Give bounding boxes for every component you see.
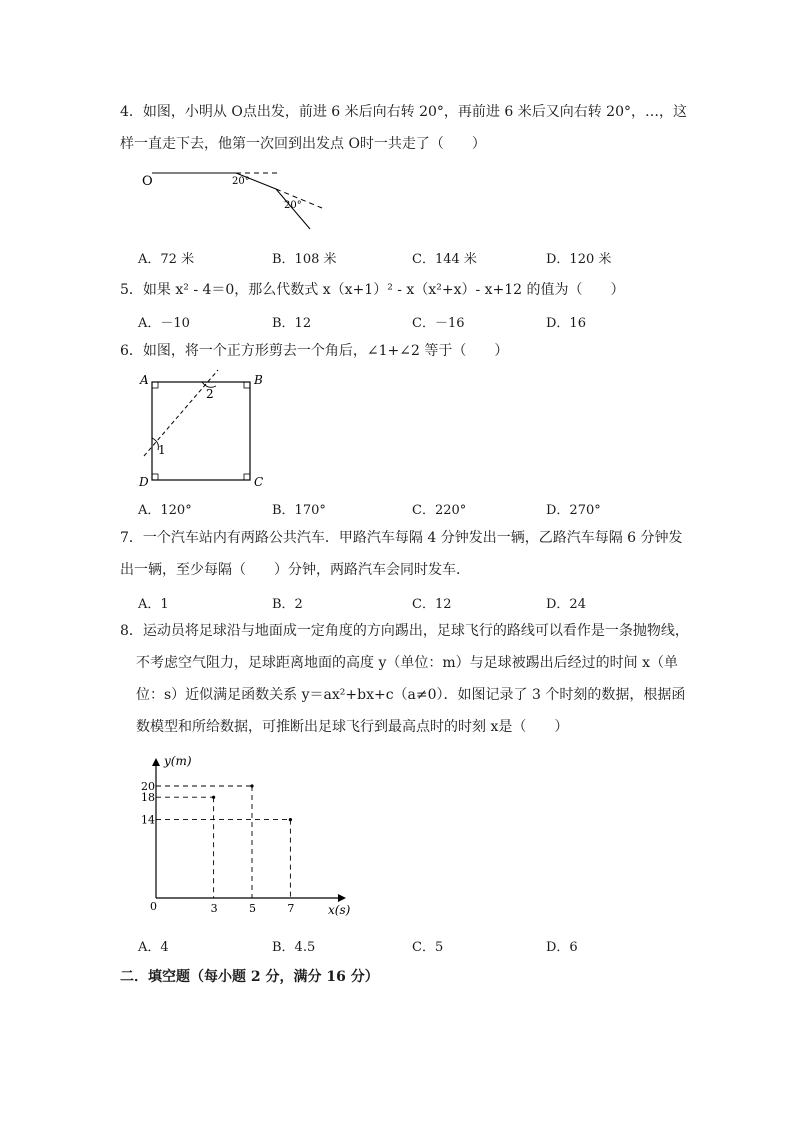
question-4	[120, 96, 687, 160]
q8-line-4: 数模型和所给数据，可推断出足球飞行到最高点时的时刻 x是（ ）	[136, 719, 569, 735]
q5-line-1: 5．如果 x² - 4＝0，那么代数式 x（x+1）² - x（x²+x）- x+12 的值为（ ）	[120, 282, 625, 298]
q4-figure	[130, 160, 340, 235]
q4-option-b[interactable]: B．108 米	[272, 252, 337, 267]
chart-origin-label: 0	[150, 900, 157, 913]
q8-options	[138, 936, 678, 956]
q8-option-d[interactable]: D．6	[546, 940, 578, 955]
q6-label-d: D	[139, 475, 149, 489]
q7-option-b[interactable]: B．2	[272, 597, 303, 612]
q8-chart	[130, 748, 360, 920]
q8-line-1: 8．运动员将足球沿与地面成一定角度的方向踢出，足球飞行的路线可以看作是一条抛物线，	[120, 623, 689, 639]
q7-line-1: 7．一个汽车站内有两路公共汽车．甲路汽车每隔 4 分钟发出一辆，乙路汽车每隔 6 分钟发	[120, 530, 683, 546]
q4-option-c[interactable]: C．144 米	[412, 252, 477, 267]
q6-line-1: 6．如图，将一个正方形剪去一个角后，∠1+∠2 等于（ ）	[120, 343, 509, 359]
q4-point-o: O	[142, 174, 153, 189]
q6-option-b[interactable]: B．170°	[272, 503, 326, 518]
q7-option-c[interactable]: C．12	[412, 597, 452, 612]
q5-option-a[interactable]: A．－10	[138, 316, 190, 331]
q5-options	[138, 312, 678, 332]
q8-option-a[interactable]: A．4	[138, 940, 169, 955]
q7-line-2: 出一辆，至少每隔（ ）分钟，两路汽车会同时发车．	[120, 562, 470, 578]
q6-label-c: C	[254, 475, 264, 489]
q7-option-d[interactable]: D．24	[546, 597, 586, 612]
chart-x-tick-label: 3	[210, 902, 218, 915]
chart-x-tick-label: 7	[287, 902, 295, 915]
q8-line-2: 不考虑空气阻力，足球距离地面的高度 y（单位：m）与足球被踢出后经过的时间 x（单	[136, 655, 678, 671]
q5-option-c[interactable]: C．－16	[412, 316, 465, 331]
q4-option-d[interactable]: D．120 米	[546, 252, 612, 267]
q8-line-3: 位：s）近似满足函数关系 y＝ax²+bx+c（a≠0）．如图记录了 3 个时刻的数据，根据函	[136, 687, 686, 703]
chart-y-tick-label: 14	[141, 813, 155, 827]
q7-options	[138, 593, 678, 613]
q6-option-a[interactable]: A．120°	[138, 503, 192, 518]
q4-line-1: 4．如图，小明从 O点出发，前进 6 米后向右转 20°，再前进 6 米后又向右转 20°，…，这	[120, 104, 687, 120]
question-7	[120, 522, 683, 586]
q8-option-b[interactable]: B．4.5	[272, 940, 316, 955]
q8-option-c[interactable]: C．5	[412, 940, 444, 955]
q5-option-b[interactable]: B．12	[272, 316, 312, 331]
chart-y-label: y(m)	[164, 754, 192, 768]
q5-option-d[interactable]: D．16	[546, 316, 586, 331]
chart-y-tick-label: 20	[141, 780, 155, 793]
question-6	[120, 335, 680, 367]
q6-angle-1: 1	[158, 443, 166, 457]
q6-option-d[interactable]: D．270°	[546, 503, 601, 518]
chart-x-tick-label: 5	[249, 902, 256, 915]
q4-angle-1: 20°	[232, 176, 250, 187]
chart-point	[289, 818, 292, 821]
chart-x-label: x(s)	[328, 903, 351, 917]
q6-label-a: A	[140, 373, 149, 387]
q6-option-c[interactable]: C．220°	[412, 503, 467, 518]
q4-angle-2: 20°	[284, 200, 302, 211]
chart-y-tick-label: 18	[141, 791, 155, 805]
q4-option-a[interactable]: A．72 米	[138, 252, 195, 267]
q6-figure	[138, 368, 273, 492]
section-2-title: 二．填空题（每小题 2 分，满分 16 分）	[120, 969, 379, 985]
q6-angle-2: 2	[206, 387, 214, 401]
q4-line-2: 样一直走下去，他第一次回到出发点 O时一共走了（ ）	[120, 136, 486, 152]
question-5	[120, 274, 680, 306]
q6-label-b: B	[254, 373, 263, 387]
q6-options	[138, 499, 678, 519]
q7-option-a[interactable]: A．1	[138, 597, 169, 612]
question-8	[120, 615, 689, 743]
chart-point	[212, 796, 215, 799]
q4-options	[138, 248, 678, 268]
chart-point	[250, 784, 253, 787]
